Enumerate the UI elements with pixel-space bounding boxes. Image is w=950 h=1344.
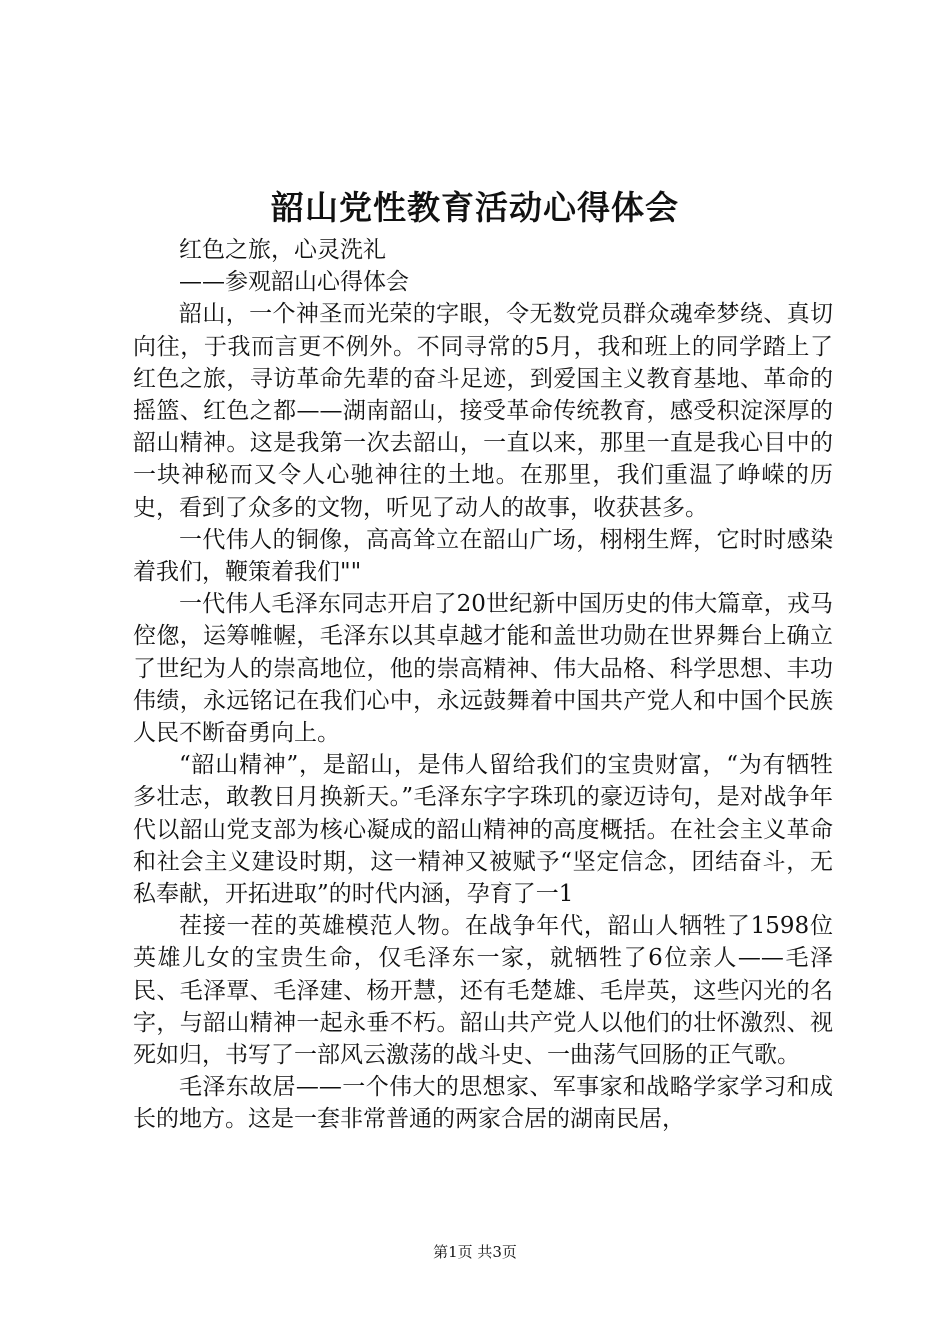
document-title: 韶山党性教育活动心得体会 <box>271 188 679 227</box>
body-paragraph: 一代伟人毛泽东同志开启了20世纪新中国历史的伟大篇章，戎马倥偬，运筹帷幄，毛泽东以其卓越才能和盖世功勋在世界舞台上确立了世纪为人的崇高地位，他的崇高精神、伟大品格、科学思想、丰功伟绩，永远铭记在我们心中，永远鼓舞着中国共产党人和中国个民族人民不断奋勇向上。 <box>133 591 833 747</box>
subtitle-line: 红色之旅，心灵洗礼 <box>179 237 386 263</box>
body-paragraph: 一代伟人的铜像，高高耸立在韶山广场，栩栩生辉，它时时感染着我们，鞭策着我们"" <box>133 526 833 586</box>
subtitle-line: ——参观韶山心得体会 <box>179 269 409 296</box>
body-paragraph: 茬接一茬的英雄模范人物。在战争年代，韶山人牺牲了1598位英雄儿女的宝贵生命，仅毛泽东一家，就牺牲了6位亲人——毛泽民、毛泽覃、毛泽建、杨开慧，还有毛楚雄、毛岸英，这些闪光的名字，与韶山精神一起永垂不朽。韶山共产党人以他们的壮怀激烈、视死如归，书写了一部风云激荡的战斗史、一曲荡气回肠的正气歌。 <box>133 913 833 1069</box>
document-body <box>133 234 833 1136</box>
body-paragraph: 韶山，一个神圣而光荣的字眼，令无数党员群众魂牵梦绕、真切向往，于我而言更不例外。不同寻常的5月，我和班上的同学踏上了红色之旅，寻访革命先辈的奋斗足迹，到爱国主义教育基地、革命的摇篮、红色之都——湖南韶山，接受革命传统教育，感受积淀深厚的韶山精神。这是我第一次去韶山，一直以来，那里一直是我心目中的一块神秘而又令人心驰神往的土地。在那里，我们重温了峥嵘的历史，看到了众多的文物，听见了动人的故事，收获甚多。 <box>133 301 833 521</box>
page-footer: 第1页 共3页 <box>433 1243 517 1261</box>
body-paragraph: “韶山精神”，是韶山，是伟人留给我们的宝贵财富，“为有牺牲多壮志，敢教日月换新天。”毛泽东字字珠玑的豪迈诗句，是对战争年代以韶山党支部为核心凝成的韶山精神的高度概括。在社会主义革命和社会主义建设时期，这一精神又被赋予“坚定信念，团结奋斗，无私奉献，开拓进取”的时代内涵，孕育了一1 <box>133 752 833 908</box>
body-paragraph: 毛泽东故居——一个伟大的思想家、军事家和战略学家学习和成长的地方。这是一套非常普通的两家合居的湖南民居， <box>133 1074 833 1133</box>
